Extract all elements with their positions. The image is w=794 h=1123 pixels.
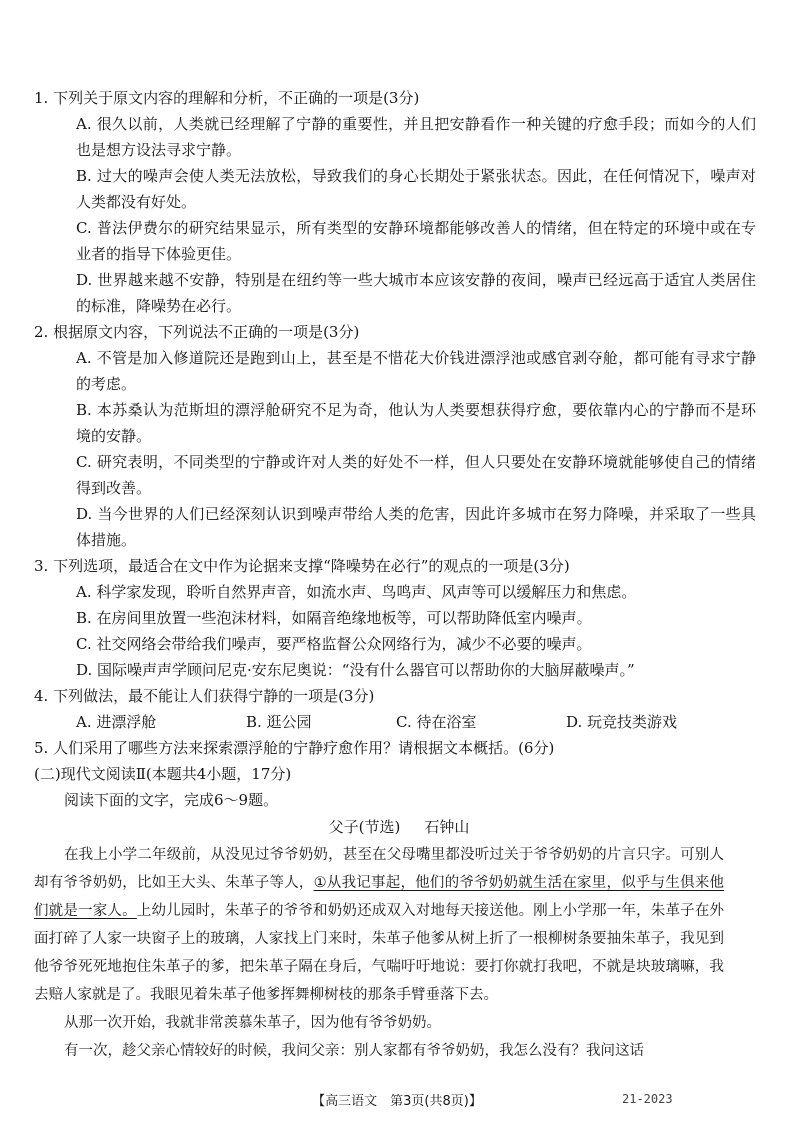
passage-p1-pre: 在我上小学二年级前，从没见过爷爷奶奶，甚至在父母嘴里都没听过关于爷爷奶奶的片言只字。可别人却有爷爷奶奶，比如王大头、朱革子等人， xyxy=(34,847,724,891)
question-4-stem: 4. 下列做法，最不能让人们获得宁静的一项是(3分) xyxy=(34,687,375,705)
question-4-option-d: D. 玩竞技类游戏 xyxy=(566,713,678,731)
passage-paragraph-3: 有一次，趁父亲心情较好的时候，我问父亲：别人家都有爷爷奶奶，我怎么没有？我问这话 xyxy=(64,1043,644,1059)
question-1-option-b: B. 过大的噪声会使人类无法放松，导致我们的身心长期处于紧张状态。因此，在任何情况下，噪声对人类都没有好处。 xyxy=(76,167,756,211)
question-4-option-c: C. 待在浴室 xyxy=(396,713,477,731)
passage-paragraph-2: 从那一次开始，我就非常羡慕朱革子，因为他有爷爷奶奶。 xyxy=(64,1015,441,1031)
passage-author: 石钟山 xyxy=(424,818,470,836)
question-1-stem: 1. 下列关于原文内容的理解和分析，不正确的一项是(3分) xyxy=(34,89,420,107)
question-3-stem: 3. 下列选项，最适合在文中作为论据来支撑“降噪势在必行”的观点的一项是(3分) xyxy=(34,557,570,575)
question-3-option-b: B. 在房间里放置一些泡沫材料，如隔音绝缘地板等，可以帮助降低室内噪声。 xyxy=(76,609,592,627)
passage-p1-post: 上幼儿园时，朱革子的爷爷和奶奶还成双入对地每天接送他。刚上小学那一年，朱革子在外面打碎了人家一块窗子上的玻璃，人家找上门来时，朱革子他爹从树上折了一根柳树条要抽朱革子，我见到他爷爷死死地抱住朱革子的爹，把朱革子隔在身后，气喘吁吁地说：要打你就打我吧，不就是块玻璃嘛，我去赔人家就是了。我眼见着朱革子他爹挥舞柳树枝的那条手臂垂落下去。 xyxy=(34,903,724,1003)
question-3-option-c: C. 社交网络会带给我们噪声，要严格监督公众网络行为，减少不必要的噪声。 xyxy=(76,635,592,653)
question-2-stem: 2. 根据原文内容，下列说法不正确的一项是(3分) xyxy=(34,323,360,341)
passage-title-line xyxy=(34,813,764,841)
question-2-option-a: A. 不管是加入修道院还是跑到山上，甚至是不惜花大价钱进漂浮池或感官剥夺舱，都可能有寻求宁静的考虑。 xyxy=(76,349,756,393)
question-2-option-b: B. 本苏桑认为范斯坦的漂浮舱研究不足为奇，他认为人类要想获得疗愈，要依靠内心的宁静而不是环境的安静。 xyxy=(76,401,756,445)
question-4-options xyxy=(76,709,766,735)
page-content xyxy=(34,85,764,1065)
question-5-stem: 5. 人们采用了哪些方法来探索漂浮舱的宁静疗愈作用？请根据文本概括。(6分) xyxy=(34,739,555,757)
reading-instruction: 阅读下面的文字，完成6～9题。 xyxy=(64,791,279,809)
question-4-option-b: B. 逛公园 xyxy=(246,713,312,731)
exam-code: 21-2023 xyxy=(622,1092,673,1106)
question-1-option-d: D. 世界越来越不安静，特别是在纽约等一些大城市本应该安静的夜间，噪声已经远高于适宜人类居住的标准，降噪势在必行。 xyxy=(76,271,756,315)
marked-sentence-1: ①从我记事起，他们的爷爷奶奶就生活在家里，似乎与生俱来他们就是一家人。 xyxy=(34,875,725,919)
question-3-option-a: A. 科学家发现，聆听自然界声音，如流水声、鸟鸣声、风声等可以缓解压力和焦虑。 xyxy=(76,583,637,601)
question-3-option-d: D. 国际噪声声学顾问尼克·安东尼奥说：“没有什么器官可以帮助你的大脑屏蔽噪声。” xyxy=(76,661,635,679)
passage-title: 父子(节选) xyxy=(328,818,401,836)
question-1-option-c: C. 普法伊费尔的研究结果显示，所有类型的安静环境都能够改善人的情绪，但在特定的环境中或在专业者的指导下体验更佳。 xyxy=(76,219,756,263)
section-heading: (二)现代文阅读Ⅱ(本题共4小题，17分) xyxy=(34,765,292,783)
question-4-option-a: A. 进漂浮舱 xyxy=(76,713,157,731)
page-footer: 【高三语文 第3页(共8页)】 xyxy=(312,1094,482,1109)
question-2-option-d: D. 当今世界的人们已经深刻认识到噪声带给人类的危害，因此许多城市在努力降噪，并采取了一些具体措施。 xyxy=(76,505,756,549)
passage-paragraph-1 xyxy=(34,841,724,1009)
question-2-option-c: C. 研究表明，不同类型的宁静或许对人类的好处不一样，但人只要处在安静环境就能够使自己的情绪得到改善。 xyxy=(76,453,756,497)
question-1-option-a: A. 很久以前，人类就已经理解了宁静的重要性，并且把安静看作一种关键的疗愈手段；而如今的人们也是想方设法寻求宁静。 xyxy=(76,115,756,159)
